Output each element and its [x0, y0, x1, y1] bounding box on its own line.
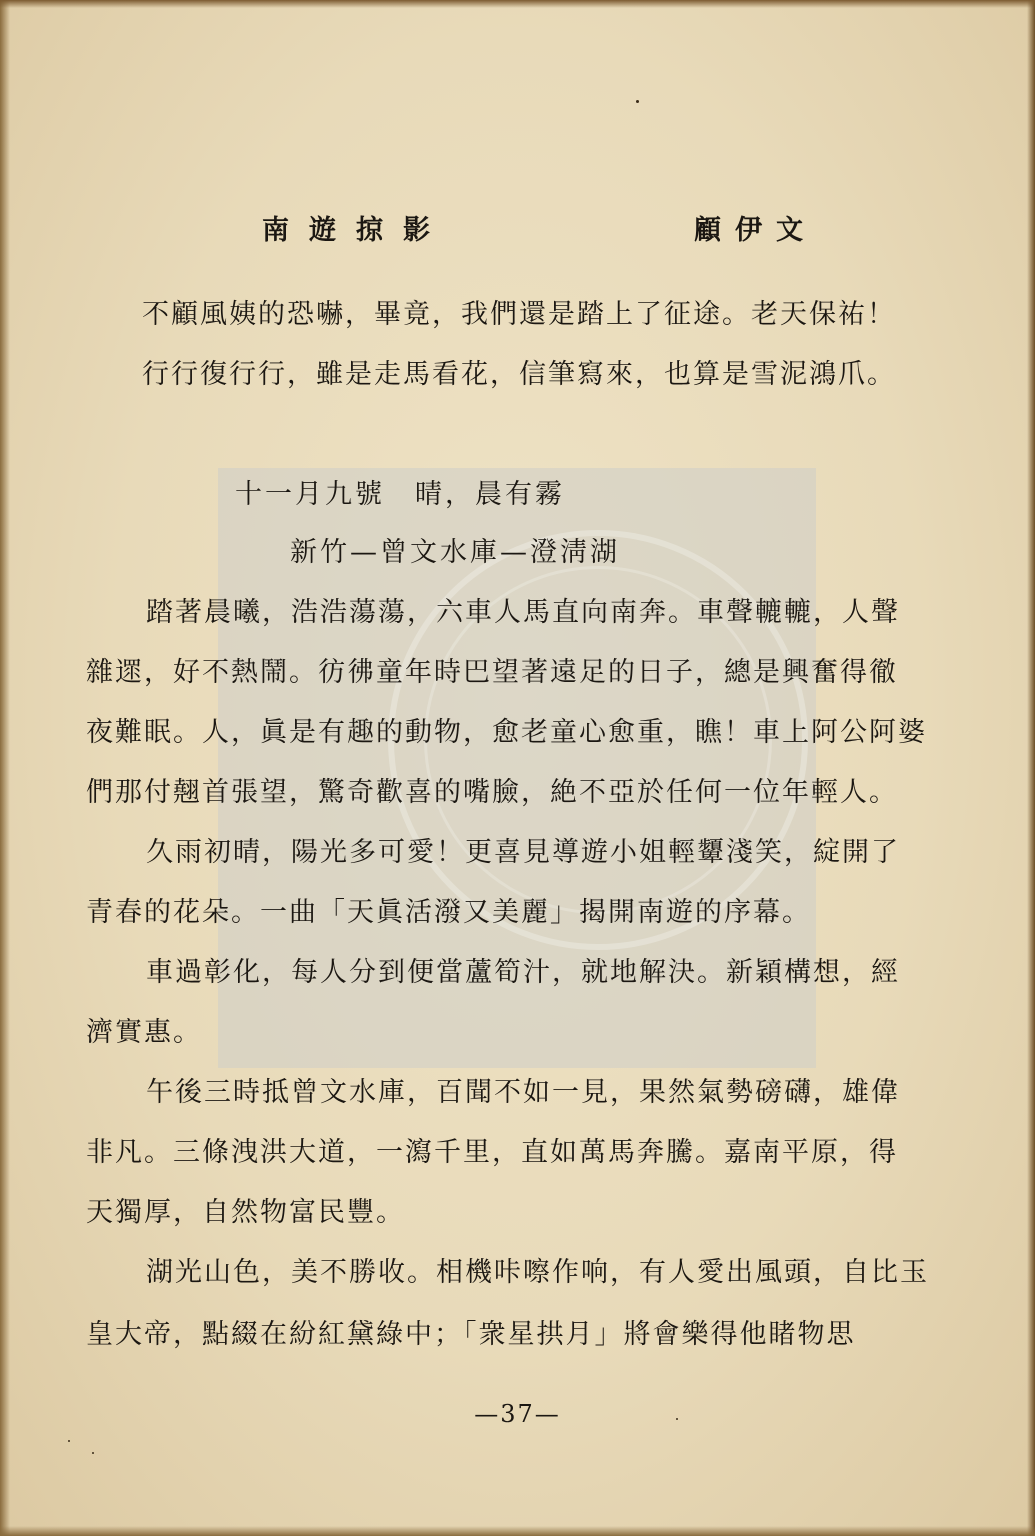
body-line: 青春的花朵。一曲「天眞活潑又美麗」揭開南遊的序幕。 — [86, 897, 811, 928]
body-line: 雜遝，好不熱鬧。彷彿童年時巴望著遠足的日子，總是興奮得徹 — [86, 657, 898, 688]
body-line: 踏著晨曦，浩浩蕩蕩，六車人馬直向南奔。車聲轆轆，人聲 — [146, 597, 900, 628]
body-line: 天獨厚，自然物富民豐。 — [86, 1197, 405, 1228]
print-speck — [636, 100, 639, 103]
body-line: 皇大帝，點綴在紛紅黛綠中；「衆星拱月」將會樂得他睹物思 — [86, 1319, 856, 1350]
article-author: 顧伊文 — [694, 215, 817, 246]
body-line: 非凡。三條洩洪大道，一瀉千里，直如萬馬奔騰。嘉南平原，得 — [86, 1137, 898, 1168]
body-line: 濟實惠。 — [86, 1017, 202, 1048]
intro-line: 行行復行行，雖是走馬看花，信筆寫來，也算是雪泥鴻爪。 — [142, 359, 896, 390]
body-line: 午後三時抵曾文水庫，百聞不如一見，果然氣勢磅礴，雄偉 — [146, 1077, 900, 1108]
article-title: 南遊掠影 — [262, 215, 450, 246]
body-line: 久雨初晴，陽光多可愛！更喜見導遊小姐輕顰淺笑，綻開了 — [146, 837, 900, 868]
intro-line: 不顧風姨的恐嚇，畢竟，我們還是踏上了征途。老天保祐！ — [142, 299, 896, 330]
body-line: 湖光山色，美不勝收。相機咔嚓作响，有人愛出風頭，自比玉 — [146, 1257, 929, 1288]
entry-date: 十一月九號 晴，晨有霧 — [235, 479, 565, 510]
print-speck — [68, 1440, 70, 1442]
page-edge-bottom — [0, 1526, 1035, 1536]
body-line: 夜難眠。人，眞是有趣的動物，愈老童心愈重，瞧！車上阿公阿婆 — [86, 717, 927, 748]
body-line: 車過彰化，每人分到便當蘆筍汁，就地解決。新穎構想，經 — [146, 957, 900, 988]
entry-route: 新竹—曾文水庫—澄淸湖 — [290, 537, 620, 568]
page-number: —37— — [474, 1400, 561, 1428]
print-speck — [92, 1452, 94, 1454]
body-line: 們那付翹首張望，驚奇歡喜的嘴臉，絶不亞於任何一位年輕人。 — [86, 777, 898, 808]
page-edge-top — [0, 0, 1035, 8]
article-header — [0, 208, 1035, 248]
